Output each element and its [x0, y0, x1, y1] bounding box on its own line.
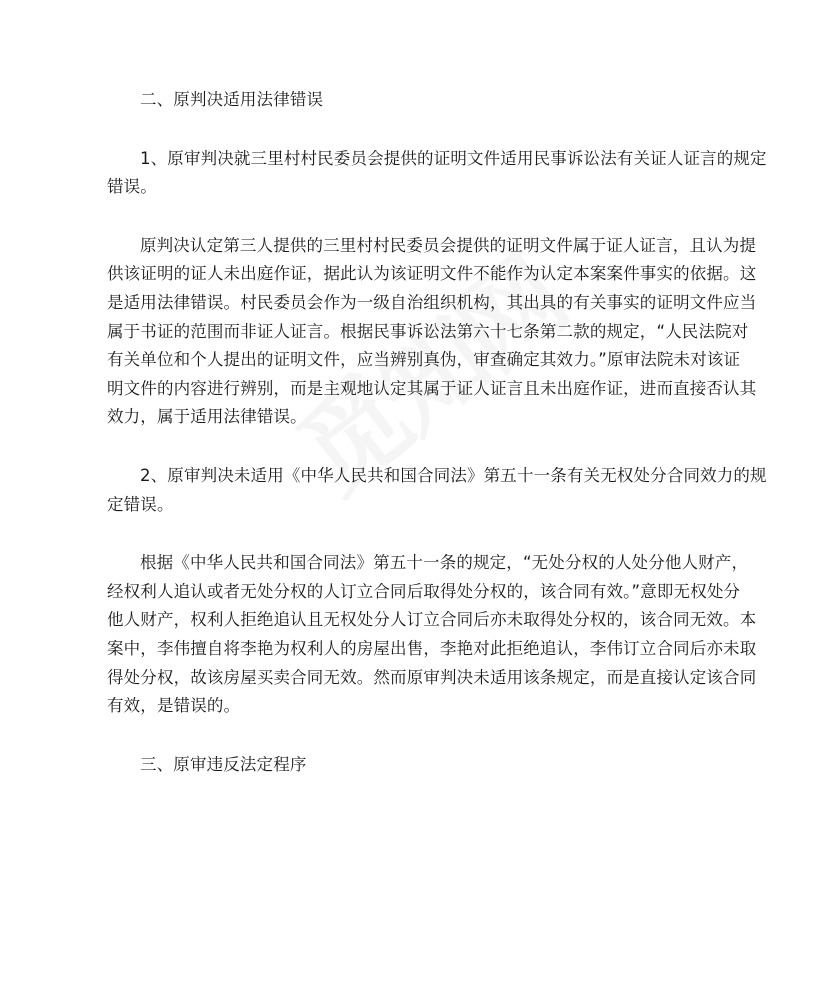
item-2-heading	[107, 462, 767, 519]
item-2-body-line: 他人财产，权利人拒绝追认且无权处分人订立合同后亦未取得处分权的，该合同无效。本	[107, 610, 757, 630]
item-2-body	[107, 549, 757, 721]
item-2-body-line: 有效，是错误的。	[107, 696, 241, 716]
item-1-heading-line: 错误。	[107, 177, 157, 197]
item-1-body	[107, 232, 757, 432]
item-2-heading-line: 定错误。	[107, 494, 174, 514]
document-content	[107, 86, 767, 779]
section-2-heading: 二、原判决适用法律错误	[140, 90, 324, 109]
item-1-heading	[107, 145, 767, 202]
item-1-body-line: 属于书证的范围而非证人证言。根据民事诉讼法第六十七条第二款的规定，“人民法院对	[107, 321, 749, 341]
item-2-body-line: 得处分权，故该房屋买卖合同无效。然而原审判决未适用该条规定，而是直接认定该合同	[107, 667, 757, 687]
item-1-body-line: 明文件的内容进行辨别，而是主观地认定其属于证人证言且未出庭作证，进而直接否认其	[107, 378, 757, 398]
item-1-body-line: 是适用法律错误。村民委员会作为一级自治组织机构，其出具的有关事实的证明文件应当	[107, 292, 757, 312]
item-1-body-line: 供该证明的证人未出庭作证，据此认为该证明文件不能作为认定本案案件事实的依据。这	[107, 264, 757, 284]
item-1-body-line: 效力，属于适用法律错误。	[107, 407, 307, 427]
section-3-heading: 三、原审违反法定程序	[140, 754, 307, 774]
item-2-body-line: 案中，李伟擅自将李艳为权利人的房屋出售，李艳对此拒绝追认，李伟订立合同后亦未取	[107, 638, 757, 658]
item-1-heading-line: 1、原审判决就三里村村民委员会提供的证明文件适用民事诉讼法有关证人证言的规定	[140, 148, 767, 168]
spacer	[107, 115, 725, 145]
item-2-heading-line: 2、原审判决未适用《中华人民共和国合同法》第五十一条有关无权处分合同效力的规	[140, 465, 767, 485]
item-2-body-line: 经权利人追认或者无处分权的人订立合同后取得处分权的，该合同有效。”意即无权处分	[107, 581, 741, 601]
item-1-body-line: 有关单位和个人提出的证明文件，应当辨别真伪，审查确定其效力。”原审法院未对该证	[107, 350, 741, 370]
item-1-body-line: 原判决认定第三人提供的三里村村民委员会提供的证明文件属于证人证言，且认为提	[140, 235, 757, 255]
spacer	[107, 432, 725, 462]
spacer	[107, 202, 725, 232]
spacer	[107, 721, 725, 751]
spacer	[107, 519, 725, 549]
item-2-body-line: 根据《中华人民共和国合同法》第五十一条的规定，“无处分权的人处分他人财产，	[140, 553, 749, 573]
